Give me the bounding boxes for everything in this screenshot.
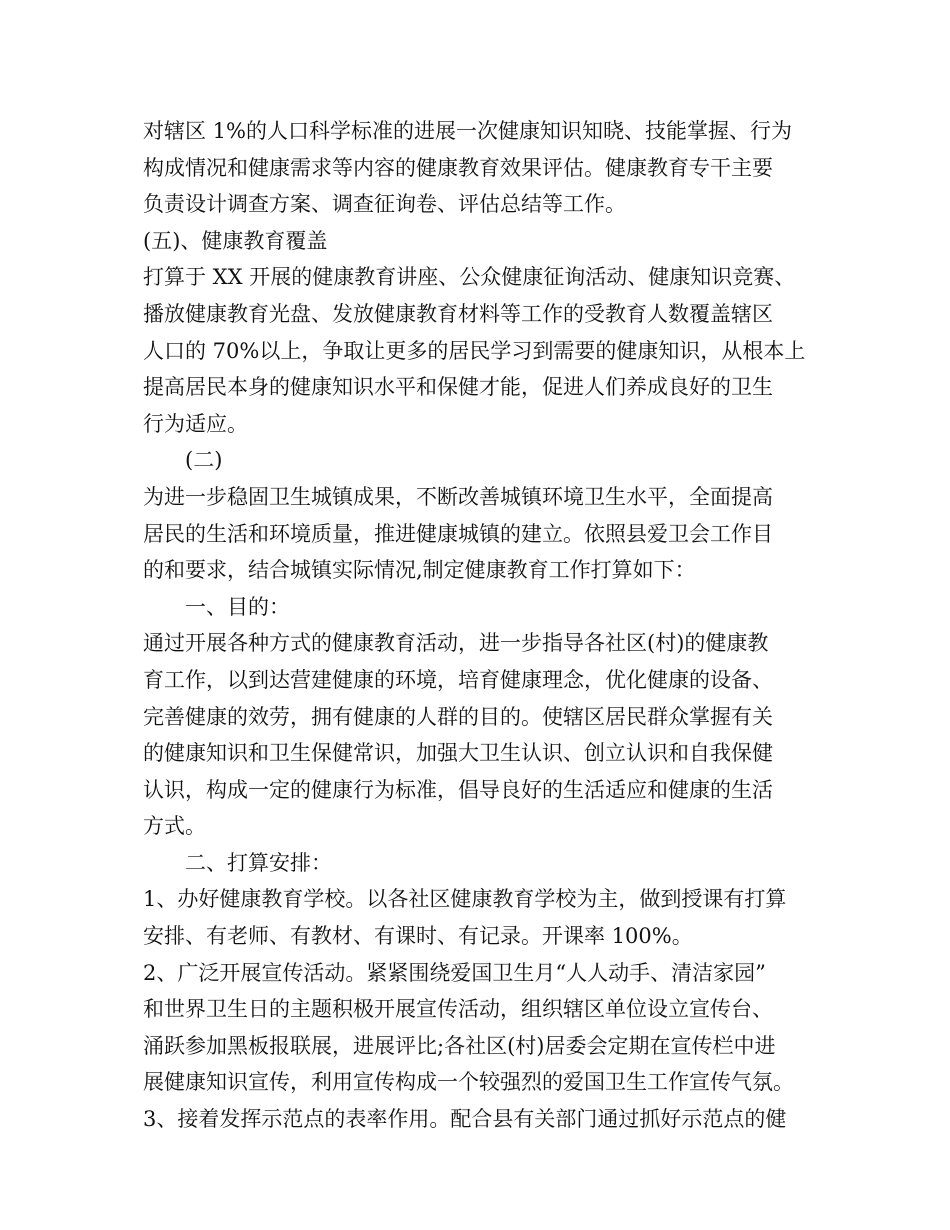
- text-line: 育工作，以到达营建健康的环境，培育健康理念，优化健康的设备、: [143, 667, 773, 692]
- text-line: 负责设计调查方案、调查征询卷、评估总结等工作。: [143, 192, 626, 217]
- text-line: 一、目的：: [185, 594, 290, 619]
- text-line: 涌跃参加黑板报联展，进展评比;各社区(村)居委会定期在宣传栏中进: [143, 1033, 776, 1058]
- text-line: 为进一步稳固卫生城镇成果，不断改善城镇环境卫生水平，全面提高: [143, 484, 773, 509]
- text-line: 认识，构成一定的健康行为标准，倡导良好的生活适应和健康的生活: [143, 777, 773, 802]
- text-line: 打算于 XX 开展的健康教育讲座、公众健康征询活动、健康知识竞赛、: [143, 265, 796, 290]
- text-line: (二): [185, 448, 223, 473]
- text-line: 二、打算安排：: [185, 850, 332, 875]
- text-line: 3、接着发挥示范点的表率作用。配合县有关部门通过抓好示范点的健: [143, 1107, 787, 1132]
- text-line: 方式。: [143, 814, 206, 839]
- text-line: 安排、有老师、有教材、有课时、有记录。开课率 100%。: [143, 924, 693, 949]
- text-line: 播放健康教育光盘、发放健康教育材料等工作的受教育人数覆盖辖区: [143, 301, 773, 326]
- text-line: 提高居民本身的健康知识水平和保健才能，促进人们养成良好的卫生: [143, 375, 773, 400]
- text-line: 构成情况和健康需求等内容的健康教育效果评估。健康教育专干主要: [143, 155, 773, 180]
- text-line: 2、广泛开展宣传活动。紧紧围绕爱国卫生月“人人动手、清洁家园”: [143, 960, 766, 985]
- text-line: 居民的生活和环境质量，推进健康城镇的建立。依照县爱卫会工作目: [143, 521, 773, 546]
- text-line: 的和要求，结合城镇实际情况,制定健康教育工作打算如下：: [143, 558, 696, 583]
- text-line: 完善健康的效劳，拥有健康的人群的目的。使辖区居民群众掌握有关: [143, 704, 773, 729]
- text-line: 人口的 70%以上，争取让更多的居民学习到需要的健康知识，从根本上: [143, 338, 806, 363]
- text-line: 通过开展各种方式的健康教育活动，进一步指导各社区(村)的健康教: [143, 631, 769, 656]
- text-line: 和世界卫生日的主题积极开展宣传活动，组织辖区单位设立宣传台、: [143, 997, 773, 1022]
- document-body: [143, 113, 823, 1138]
- text-line: 的健康知识和卫生保健常识，加强大卫生认识、创立认识和自我保健: [143, 741, 773, 766]
- text-line: 行为适应。: [143, 411, 248, 436]
- text-line: (五)、健康教育覆盖: [143, 228, 328, 253]
- text-line: 展健康知识宣传，利用宣传构成一个较强烈的爱国卫生工作宣传气氛。: [143, 1070, 794, 1095]
- text-line: 1、办好健康教育学校。以各社区健康教育学校为主，做到授课有打算: [143, 887, 787, 912]
- text-line: 对辖区 1%的人口科学标准的进展一次健康知识知晓、技能掌握、行为: [143, 119, 792, 143]
